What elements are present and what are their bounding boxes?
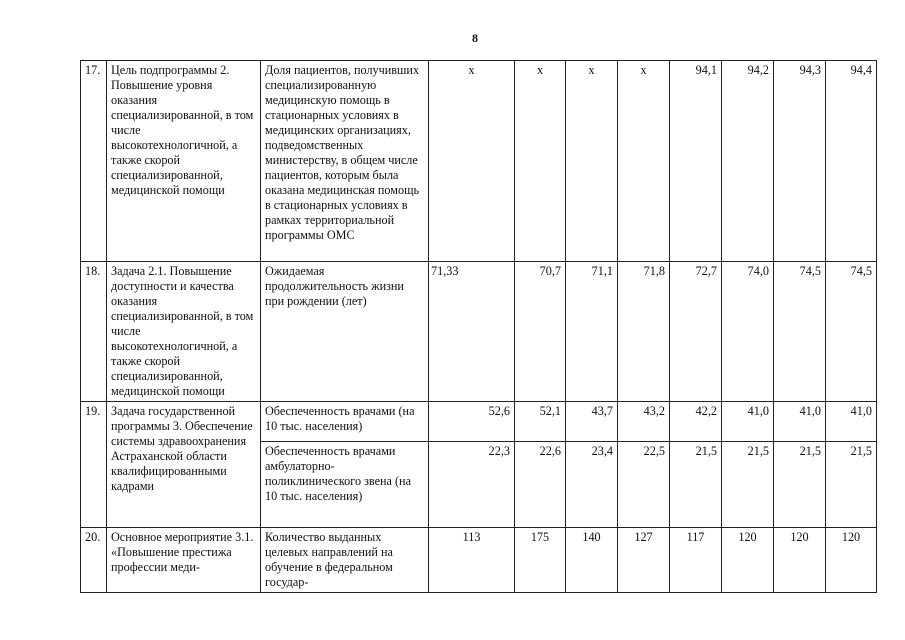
value-cell: 120 [826,528,877,593]
value-cell: 72,7 [670,262,722,402]
value-cell: 21,5 [774,442,826,528]
table-row [81,528,877,593]
page-number: 8 [472,31,478,45]
value-cell: 41,0 [774,402,826,442]
table-row [81,402,877,442]
goal-cell: Цель подпрограммы 2. Повышение уровня оказания специализированной, в том числе высокотехнологичной, а также скорой специализированной, медицинской помощи [107,61,261,262]
value-cell: 94,1 [670,61,722,262]
goal-cell: Основное мероприятие 3.1. «Повышение престижа профессии меди- [107,528,261,593]
goal-cell: Задача 2.1. Повышение доступности и качества оказания специализированной, в том числе высокотехнологичной, а также скорой специализированной, медицинской помощи [107,262,261,402]
indicator-cell: Количество выданных целевых направлений на обучение в федеральном государ- [261,528,429,593]
value-cell: 113 [429,528,515,593]
value-cell: х [566,61,618,262]
value-cell: 42,2 [670,402,722,442]
value-cell: х [429,61,515,262]
value-cell: х [618,61,670,262]
goal-cell: Задача государственной программы 3. Обеспечение системы здравоохранения Астраханской области квалифицированными кадрами [107,402,261,528]
value-cell: 71,33 [429,262,515,402]
indicator-cell: Обеспеченность врачами амбулаторно-поликлинического звена (на 10 тыс. населения) [261,442,429,528]
value-cell: 117 [670,528,722,593]
row-number: 18. [81,262,107,402]
value-cell: 21,5 [670,442,722,528]
row-number: 20. [81,528,107,593]
indicator-cell: Доля пациентов, получивших специализированную медицинскую помощь в стационарных условиях в медицинских организациях, подведомственных министерству, в общем числе пациентов, которым была оказана медицинская помощь в стационарных условиях в рамках территориальной программы ОМС [261,61,429,262]
value-cell: 41,0 [826,402,877,442]
value-cell: 120 [722,528,774,593]
value-cell: 140 [566,528,618,593]
row-number: 17. [81,61,107,262]
value-cell: 22,3 [429,442,515,528]
value-cell: 43,7 [566,402,618,442]
value-cell: 74,0 [722,262,774,402]
row-number: 19. [81,402,107,528]
table-row [81,61,877,262]
value-cell: 21,5 [826,442,877,528]
value-cell: 52,1 [515,402,566,442]
value-cell: 41,0 [722,402,774,442]
value-cell: 175 [515,528,566,593]
indicators-table [80,60,877,593]
value-cell: 21,5 [722,442,774,528]
value-cell: х [515,61,566,262]
indicator-cell: Ожидаемая продолжительность жизни при рождении (лет) [261,262,429,402]
value-cell: 120 [774,528,826,593]
value-cell: 94,4 [826,61,877,262]
value-cell: 52,6 [429,402,515,442]
value-cell: 94,3 [774,61,826,262]
value-cell: 23,4 [566,442,618,528]
indicator-cell: Обеспеченность врачами (на 10 тыс. населения) [261,402,429,442]
value-cell: 71,1 [566,262,618,402]
value-cell: 70,7 [515,262,566,402]
table-row [81,262,877,402]
value-cell: 94,2 [722,61,774,262]
value-cell: 22,6 [515,442,566,528]
value-cell: 43,2 [618,402,670,442]
value-cell: 74,5 [774,262,826,402]
value-cell: 22,5 [618,442,670,528]
value-cell: 74,5 [826,262,877,402]
value-cell: 127 [618,528,670,593]
value-cell: 71,8 [618,262,670,402]
